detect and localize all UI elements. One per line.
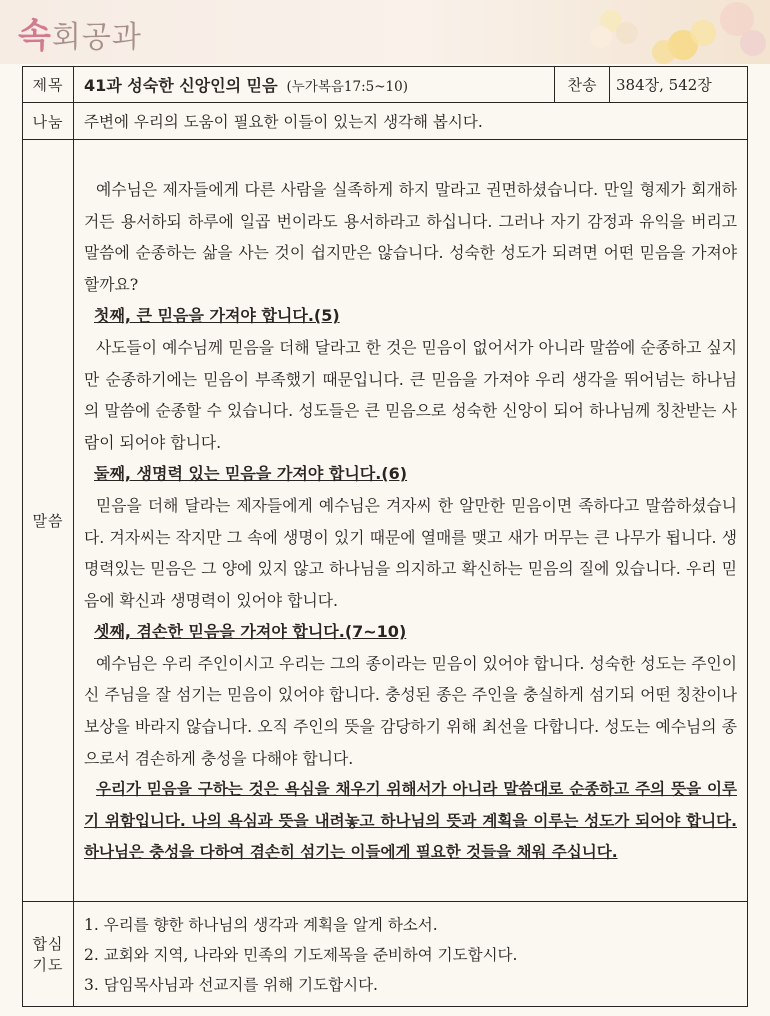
prayer-row <box>23 902 748 1007</box>
point-paragraph: 사도들이 예수님께 믿음을 더해 달라고 한 것은 믿음이 없어서가 아니라 말씀에 순종하고 싶지만 순종하기에는 믿음이 부족했기 때문입니다. 큰 믿음을 가져야 우리 생각을 뛰어넘는 하나님의 말씀에 순종할 수 있습니다. 성도들은 큰 믿음으로 성숙한 신앙이 되어 하나님께 칭찬받는 사람이 되어야 합니다. <box>84 337 737 452</box>
point-heading: 첫째, 큰 믿음을 가져야 합니다.(5) <box>94 306 340 326</box>
flower-decoration <box>560 0 770 64</box>
hymn-numbers: 384장, 542장 <box>610 67 748 103</box>
point-heading: 둘째, 생명력 있는 믿음을 가져야 합니다.(6) <box>94 464 408 484</box>
prayer-label <box>23 902 74 1007</box>
word-label: 말씀 <box>23 140 74 902</box>
page-title-rest: 회공과 <box>51 20 142 55</box>
scripture-reference: (누가복음17:5~10) <box>286 79 408 95</box>
sharing-label: 나눔 <box>23 103 74 140</box>
title-label: 제목 <box>23 67 74 103</box>
page-header <box>0 0 770 64</box>
prayer-item: 1. 우리를 향한 하나님의 생각과 계획을 알게 하소서. <box>84 916 438 934</box>
point-paragraph: 예수님은 우리 주인이시고 우리는 그의 종이라는 믿음이 있어야 합니다. 성숙한 성도는 주인이신 주님을 잘 섬기는 믿음이 있어야 합니다. 충성된 종은 주인을 충실하게 섬기되 어떤 칭찬이나 보상을 바라지 않습니다. 오직 주인의 뜻을 감당하기 위해 최선을 다합니다. 성도는 예수님의 종으로서 겸손하게 충성을 다해야 합니다. <box>84 653 737 768</box>
prayer-item: 2. 교회와 지역, 나라와 민족의 기도제목을 준비하여 기도합시다. <box>84 946 518 964</box>
page-title <box>18 8 142 57</box>
prayer-label-line2: 기도 <box>32 956 64 974</box>
sharing-text: 주변에 우리의 도움이 필요한 이들이 있는지 생각해 봅시다. <box>74 103 748 140</box>
word-body <box>74 140 748 902</box>
prayer-label-line1: 합심 <box>32 935 64 953</box>
sharing-row <box>23 103 748 140</box>
point-paragraph: 믿음을 더해 달라는 제자들에게 예수님은 겨자씨 한 알만한 믿음이면 족하다고 말씀하셨습니다. 겨자씨는 작지만 그 속에 생명이 있기 때문에 열매를 맺고 새가 머무는 큰 나무가 됩니다. 생명력있는 믿음은 그 양에 있지 않고 하나님을 의지하고 확신하는 믿음의 질에 있습니다. 우리 믿음에 확신과 생명력이 있어야 합니다. <box>84 495 737 610</box>
page-title-initial: 속 <box>18 16 52 56</box>
prayer-item: 3. 담임목사님과 선교지를 위해 기도합시다. <box>84 976 378 994</box>
conclusion-paragraph: 우리가 믿음을 구하는 것은 욕심을 채우기 위해서가 아니라 말씀대로 순종하고 주의 뜻을 이루기 위함입니다. 나의 욕심과 뜻을 내려놓고 하나님의 뜻과 계획을 이루는 성도가 되어야 합니다. 하나님은 충성을 다하여 겸손히 섬기는 이들에게 필요한 것들을 채워 주십니다. <box>84 780 737 862</box>
title-row <box>23 67 748 103</box>
prayer-list <box>74 902 748 1007</box>
intro-paragraph: 예수님은 제자들에게 다른 사람을 실족하게 하지 말라고 권면하셨습니다. 만일 형제가 회개하거든 용서하되 하루에 일곱 번이라도 용서하라고 하십니다. 그러나 자기 감정과 유익을 버리고 말씀에 순종하는 삶을 사는 것이 쉽지만은 않습니다. 성숙한 성도가 되려면 어떤 믿음을 가져야 할까요? <box>84 179 737 294</box>
word-row <box>23 140 748 902</box>
lesson-title: 41과 성숙한 신앙인의 믿음 <box>84 76 278 95</box>
point-heading: 셋째, 겸손한 믿음을 가져야 합니다.(7~10) <box>94 622 407 642</box>
hymn-label: 찬송 <box>555 67 610 103</box>
lesson-table <box>22 66 748 1007</box>
title-cell <box>74 67 555 103</box>
